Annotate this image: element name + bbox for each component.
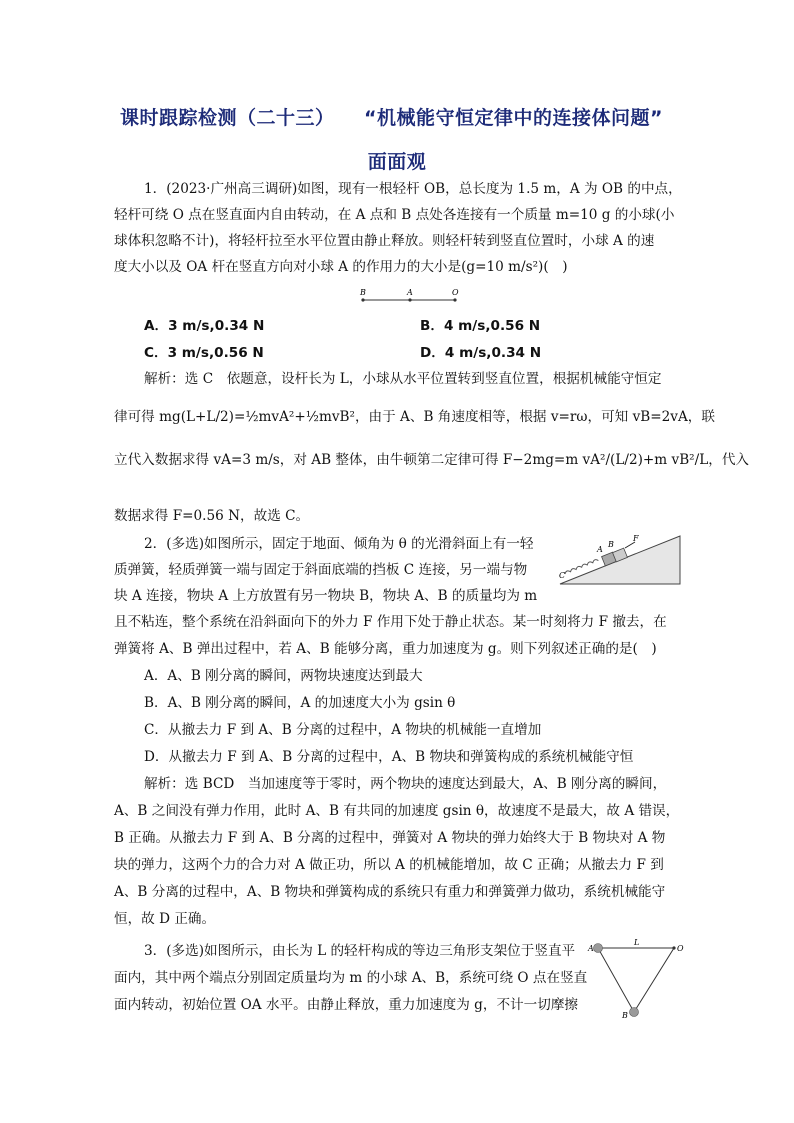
q1-line: 度大小以及 OA 杆在竖直方向对小球 A 的作用力的大小是(g=10 m/s²)( ): [114, 259, 568, 275]
q1-solution-line: 数据求得 F=0.56 N，故选 C。: [114, 508, 310, 524]
fig-label-a: A: [588, 944, 594, 953]
q2-line: 2．(多选)如图所示，固定于地面、倾角为 θ 的光滑斜面上有一轻: [144, 536, 534, 552]
pivot-o: [672, 946, 675, 949]
worksheet-title: 课时跟踪检测（二十三） “机械能守恒定律中的连接体问题”: [120, 107, 663, 129]
ball-a: [408, 298, 411, 301]
q2-solution-line: A、B 分离的过程中，A、B 物块和弹簧构成的系统只有重力和弹簧弹力做功，系统机械能守: [114, 884, 666, 900]
q1-line: 轻杆可绕 O 点在竖直面内自由转动，在 A 点和 B 点处各连接有一个质量 m=10 g 的小球(小: [114, 207, 675, 223]
ball-a: [594, 944, 603, 953]
fig-label-b: B: [622, 1011, 628, 1020]
rod-ab: [598, 948, 634, 1012]
fig-label-b: B: [608, 540, 614, 549]
q1-solution-line: 解析：选 C 依题意，设杆长为 L，小球从水平位置转到竖直位置，根据机械能守恒定: [144, 371, 662, 387]
q1-option-b: B．4 m/s,0.56 N: [420, 318, 541, 334]
q2-line: 质弹簧，轻质弹簧一端与固定于斜面底端的挡板 C 连接，另一端与物: [114, 562, 528, 578]
q1-rod-figure: [355, 286, 470, 306]
fig-label-o: O: [452, 288, 459, 297]
q3-triangle-figure: [586, 936, 686, 1024]
q2-line: 弹簧将 A、B 弹出过程中，若 A、B 能够分离，重力加速度为 g。则下列叙述正确的是( ): [114, 641, 657, 657]
q3-line: 面内转动，初始位置 OA 水平。由静止释放，重力加速度为 g，不计一切摩擦: [114, 997, 579, 1013]
fig-label-b: B: [360, 288, 366, 297]
q2-solution-line: 恒，故 D 正确。: [114, 911, 216, 927]
ball-b: [630, 1008, 639, 1017]
fig-label-l: L: [634, 938, 640, 947]
fig-label-a: A: [407, 288, 413, 297]
q1-option-d: D．4 m/s,0.34 N: [420, 345, 542, 361]
q1-line: 球体积忽略不计)，将轻杆拉至水平位置由静止释放。则轻杆转到竖直位置时，小球 A 的速: [114, 233, 655, 249]
ball-b: [361, 298, 364, 301]
q2-solution-line: 解析：选 BCD 当加速度等于零时，两个物块的速度达到最大，A、B 刚分离的瞬间，: [144, 776, 667, 792]
fig-label-c: C: [559, 571, 566, 580]
q2-option-c: C．从撤去力 F 到 A、B 分离的过程中，A 物块的机械能一直增加: [144, 722, 542, 738]
q2-solution-line: 块的弹力，这两个力的合力对 A 做正功，所以 A 的机械能增加，故 C 正确；从撤去力 F 到: [114, 857, 664, 873]
rod-ob: [634, 948, 674, 1012]
q2-option-a: A．A、B 刚分离的瞬间，两物块速度达到最大: [144, 668, 423, 684]
worksheet-subtitle: 面面观: [367, 151, 427, 173]
fig-label-a: A: [597, 545, 603, 554]
pivot-o: [453, 298, 456, 301]
q1-option-a: A．3 m/s,0.34 N: [144, 318, 265, 334]
q2-solution-line: A、B 之间没有弹力作用，此时 A、B 有共同的加速度 gsin θ，故速度不是最大，故 A 错误，: [114, 803, 680, 819]
q2-option-b: B．A、B 刚分离的瞬间，A 的加速度大小为 gsin θ: [144, 695, 456, 711]
q1-option-c: C．3 m/s,0.56 N: [144, 345, 264, 361]
q3-line: 3．(多选)如图所示，由长为 L 的轻杆构成的等边三角形支架位于竖直平: [144, 943, 576, 959]
q1-solution-line: 律可得 mg(L+L/2)=½mvA²+½mvB²，由于 A、B 角速度相等，根据 v=rω，可知 vB=2vA，联: [114, 409, 715, 425]
q2-solution-line: B 正确。从撤去力 F 到 A、B 分离的过程中，弹簧对 A 物块的弹力始终大于 B 物块对 A 物: [114, 830, 666, 846]
q1-solution-line: 立代入数据求得 vA=3 m/s，对 AB 整体，由牛顿第二定律可得 F−2mg=m vA²/(L/2)+m vB²/L，代入: [114, 452, 750, 468]
fig-label-f: F: [633, 534, 639, 543]
fig-label-o: O: [677, 944, 684, 953]
q2-line: 块 A 连接，物块 A 上方放置有另一物块 B，物块 A、B 的质量均为 m: [114, 588, 538, 604]
q2-line: 且不粘连，整个系统在沿斜面向下的外力 F 作用下处于静止状态。某一时刻将力 F 撤去，在: [114, 614, 667, 630]
q3-line: 面内，其中两个端点分别固定质量均为 m 的小球 A、B，系统可绕 O 点在竖直: [114, 970, 588, 986]
q2-option-d: D．从撤去力 F 到 A、B 分离的过程中，A、B 物块和弹簧构成的系统机械能守恒: [144, 749, 634, 765]
q2-incline-figure: [555, 532, 685, 588]
q1-line: 1．(2023·广州高三调研)如图，现有一根轻杆 OB，总长度为 1.5 m，A 为 OB 的中点，: [144, 181, 682, 197]
